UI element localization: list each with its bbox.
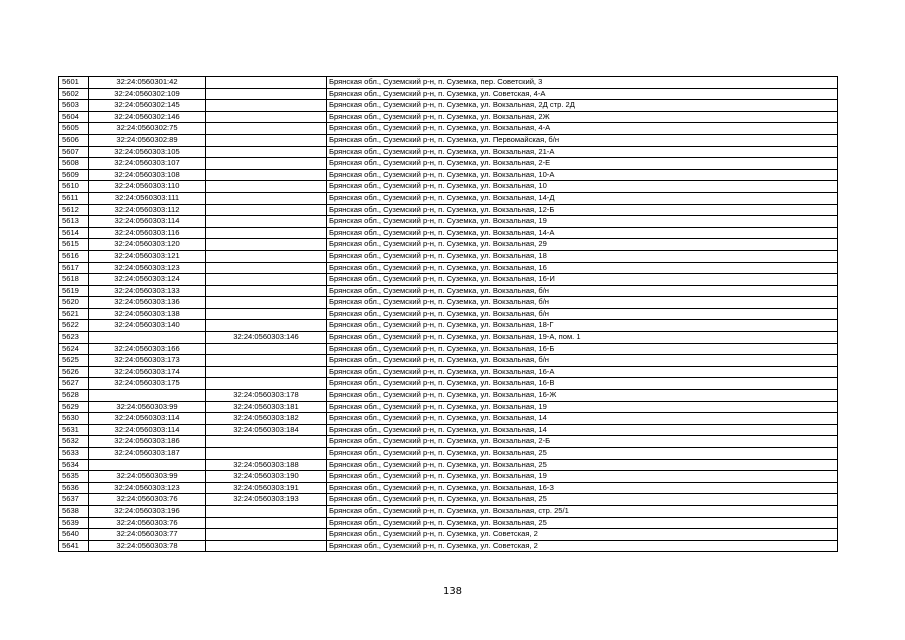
related-cadastral-number-cell: 32:24:0560303:146 <box>206 332 327 344</box>
table-row <box>59 448 838 460</box>
address-cell: Брянская обл., Суземский р-н, п. Суземка, ул. Вокзальная, б/н <box>327 297 838 309</box>
row-number-cell: 5620 <box>59 297 89 309</box>
table-row <box>59 436 838 448</box>
related-cadastral-number-cell <box>206 239 327 251</box>
related-cadastral-number-cell: 32:24:0560303:188 <box>206 459 327 471</box>
table-row <box>59 517 838 529</box>
row-number-cell: 5606 <box>59 134 89 146</box>
related-cadastral-number-cell <box>206 308 327 320</box>
row-number-cell: 5637 <box>59 494 89 506</box>
row-number-cell: 5612 <box>59 204 89 216</box>
address-cell: Брянская обл., Суземский р-н, п. Суземка, ул. Вокзальная, б/н <box>327 308 838 320</box>
cadastral-number-cell: 32:24:0560303:105 <box>89 146 206 158</box>
table-row <box>59 308 838 320</box>
related-cadastral-number-cell <box>206 505 327 517</box>
row-number-cell: 5634 <box>59 459 89 471</box>
row-number-cell: 5627 <box>59 378 89 390</box>
related-cadastral-number-cell <box>206 204 327 216</box>
cadastral-number-cell: 32:24:0560303:114 <box>89 413 206 425</box>
table-row <box>59 262 838 274</box>
address-cell: Брянская обл., Суземский р-н, п. Суземка, ул. Вокзальная, 14-Д <box>327 192 838 204</box>
table-row <box>59 459 838 471</box>
row-number-cell: 5638 <box>59 505 89 517</box>
cadastral-number-cell: 32:24:0560303:76 <box>89 494 206 506</box>
property-table <box>58 76 838 552</box>
cadastral-number-cell: 32:24:0560303:133 <box>89 285 206 297</box>
row-number-cell: 5622 <box>59 320 89 332</box>
address-cell: Брянская обл., Суземский р-н, п. Суземка, ул. Вокзальная, 25 <box>327 517 838 529</box>
related-cadastral-number-cell <box>206 540 327 552</box>
related-cadastral-number-cell <box>206 343 327 355</box>
row-number-cell: 5618 <box>59 274 89 286</box>
row-number-cell: 5608 <box>59 158 89 170</box>
related-cadastral-number-cell <box>206 100 327 112</box>
address-cell: Брянская обл., Суземский р-н, п. Суземка, ул. Советская, 2 <box>327 529 838 541</box>
related-cadastral-number-cell <box>206 192 327 204</box>
table-row <box>59 216 838 228</box>
table-row <box>59 250 838 262</box>
property-table-body <box>59 77 838 552</box>
related-cadastral-number-cell <box>206 227 327 239</box>
address-cell: Брянская обл., Суземский р-н, п. Суземка, ул. Вокзальная, 18-Г <box>327 320 838 332</box>
cadastral-number-cell: 32:24:0560303:114 <box>89 424 206 436</box>
cadastral-number-cell: 32:24:0560303:186 <box>89 436 206 448</box>
table-row <box>59 343 838 355</box>
related-cadastral-number-cell <box>206 123 327 135</box>
address-cell: Брянская обл., Суземский р-н, п. Суземка, ул. Вокзальная, 25 <box>327 494 838 506</box>
address-cell: Брянская обл., Суземский р-н, п. Суземка, ул. Вокзальная, 16-А <box>327 366 838 378</box>
row-number-cell: 5617 <box>59 262 89 274</box>
table-row <box>59 285 838 297</box>
row-number-cell: 5607 <box>59 146 89 158</box>
address-cell: Брянская обл., Суземский р-н, п. Суземка, ул. Вокзальная, 2Ж <box>327 111 838 123</box>
address-cell: Брянская обл., Суземский р-н, п. Суземка, ул. Вокзальная, 10-А <box>327 169 838 181</box>
cadastral-number-cell <box>89 390 206 402</box>
row-number-cell: 5630 <box>59 413 89 425</box>
table-row <box>59 471 838 483</box>
row-number-cell: 5616 <box>59 250 89 262</box>
address-cell: Брянская обл., Суземский р-н, п. Суземка, ул. Вокзальная, 16-Б <box>327 343 838 355</box>
related-cadastral-number-cell: 32:24:0560303:181 <box>206 401 327 413</box>
table-row <box>59 494 838 506</box>
table-row <box>59 297 838 309</box>
related-cadastral-number-cell <box>206 378 327 390</box>
row-number-cell: 5629 <box>59 401 89 413</box>
table-row <box>59 77 838 89</box>
row-number-cell: 5602 <box>59 88 89 100</box>
table-row <box>59 239 838 251</box>
related-cadastral-number-cell: 32:24:0560303:191 <box>206 482 327 494</box>
row-number-cell: 5626 <box>59 366 89 378</box>
related-cadastral-number-cell <box>206 262 327 274</box>
table-row <box>59 332 838 344</box>
address-cell: Брянская обл., Суземский р-н, п. Суземка, ул. Вокзальная, 19 <box>327 471 838 483</box>
cadastral-number-cell: 32:24:0560303:173 <box>89 355 206 367</box>
cadastral-number-cell: 32:24:0560303:166 <box>89 343 206 355</box>
row-number-cell: 5631 <box>59 424 89 436</box>
related-cadastral-number-cell <box>206 216 327 228</box>
cadastral-number-cell: 32:24:0560302:146 <box>89 111 206 123</box>
cadastral-number-cell <box>89 332 206 344</box>
table-row <box>59 123 838 135</box>
row-number-cell: 5635 <box>59 471 89 483</box>
row-number-cell: 5613 <box>59 216 89 228</box>
table-row <box>59 181 838 193</box>
table-row <box>59 158 838 170</box>
related-cadastral-number-cell <box>206 448 327 460</box>
related-cadastral-number-cell: 32:24:0560303:184 <box>206 424 327 436</box>
table-row <box>59 134 838 146</box>
row-number-cell: 5624 <box>59 343 89 355</box>
address-cell: Брянская обл., Суземский р-н, п. Суземка, ул. Вокзальная, 29 <box>327 239 838 251</box>
table-row <box>59 366 838 378</box>
cadastral-number-cell: 32:24:0560303:110 <box>89 181 206 193</box>
table-row <box>59 88 838 100</box>
table-row <box>59 227 838 239</box>
cadastral-number-cell: 32:24:0560303:116 <box>89 227 206 239</box>
address-cell: Брянская обл., Суземский р-н, п. Суземка, ул. Вокзальная, 19 <box>327 401 838 413</box>
cadastral-number-cell: 32:24:0560303:76 <box>89 517 206 529</box>
address-cell: Брянская обл., Суземский р-н, п. Суземка, ул. Вокзальная, 4-А <box>327 123 838 135</box>
row-number-cell: 5625 <box>59 355 89 367</box>
address-cell: Брянская обл., Суземский р-н, п. Суземка, ул. Вокзальная, 25 <box>327 448 838 460</box>
address-cell: Брянская обл., Суземский р-н, п. Суземка, ул. Вокзальная, 2Д стр. 2Д <box>327 100 838 112</box>
cadastral-number-cell: 32:24:0560303:187 <box>89 448 206 460</box>
table-row <box>59 146 838 158</box>
table-row <box>59 111 838 123</box>
cadastral-number-cell: 32:24:0560303:123 <box>89 482 206 494</box>
cadastral-number-cell <box>89 459 206 471</box>
address-cell: Брянская обл., Суземский р-н, п. Суземка, ул. Советская, 4-А <box>327 88 838 100</box>
address-cell: Брянская обл., Суземский р-н, п. Суземка, ул. Вокзальная, 14 <box>327 413 838 425</box>
related-cadastral-number-cell: 32:24:0560303:193 <box>206 494 327 506</box>
address-cell: Брянская обл., Суземский р-н, п. Суземка, ул. Вокзальная, стр. 25/1 <box>327 505 838 517</box>
address-cell: Брянская обл., Суземский р-н, п. Суземка, ул. Вокзальная, 19 <box>327 216 838 228</box>
row-number-cell: 5615 <box>59 239 89 251</box>
row-number-cell: 5611 <box>59 192 89 204</box>
related-cadastral-number-cell <box>206 529 327 541</box>
row-number-cell: 5605 <box>59 123 89 135</box>
address-cell: Брянская обл., Суземский р-н, п. Суземка, ул. Вокзальная, 14-А <box>327 227 838 239</box>
related-cadastral-number-cell: 32:24:0560303:178 <box>206 390 327 402</box>
address-cell: Брянская обл., Суземский р-н, п. Суземка, пер. Советский, 3 <box>327 77 838 89</box>
cadastral-number-cell: 32:24:0560303:138 <box>89 308 206 320</box>
table-row <box>59 390 838 402</box>
row-number-cell: 5601 <box>59 77 89 89</box>
row-number-cell: 5640 <box>59 529 89 541</box>
cadastral-number-cell: 32:24:0560303:123 <box>89 262 206 274</box>
address-cell: Брянская обл., Суземский р-н, п. Суземка, ул. Советская, 2 <box>327 540 838 552</box>
cadastral-number-cell: 32:24:0560303:140 <box>89 320 206 332</box>
cadastral-number-cell: 32:24:0560303:196 <box>89 505 206 517</box>
address-cell: Брянская обл., Суземский р-н, п. Суземка, ул. Вокзальная, 2-Е <box>327 158 838 170</box>
cadastral-number-cell: 32:24:0560303:99 <box>89 401 206 413</box>
related-cadastral-number-cell <box>206 297 327 309</box>
related-cadastral-number-cell: 32:24:0560303:190 <box>206 471 327 483</box>
related-cadastral-number-cell <box>206 181 327 193</box>
row-number-cell: 5614 <box>59 227 89 239</box>
address-cell: Брянская обл., Суземский р-н, п. Суземка, ул. Вокзальная, 19-А, пом. 1 <box>327 332 838 344</box>
address-cell: Брянская обл., Суземский р-н, п. Суземка, ул. Вокзальная, 14 <box>327 424 838 436</box>
row-number-cell: 5639 <box>59 517 89 529</box>
row-number-cell: 5636 <box>59 482 89 494</box>
address-cell: Брянская обл., Суземский р-н, п. Суземка, ул. Вокзальная, 16-З <box>327 482 838 494</box>
related-cadastral-number-cell <box>206 274 327 286</box>
related-cadastral-number-cell <box>206 134 327 146</box>
related-cadastral-number-cell <box>206 355 327 367</box>
related-cadastral-number-cell <box>206 436 327 448</box>
cadastral-number-cell: 32:24:0560302:145 <box>89 100 206 112</box>
table-row <box>59 355 838 367</box>
cadastral-number-cell: 32:24:0560303:175 <box>89 378 206 390</box>
table-row <box>59 529 838 541</box>
row-number-cell: 5604 <box>59 111 89 123</box>
table-row <box>59 378 838 390</box>
related-cadastral-number-cell <box>206 285 327 297</box>
cadastral-number-cell: 32:24:0560303:78 <box>89 540 206 552</box>
table-row <box>59 413 838 425</box>
cadastral-number-cell: 32:24:0560301:42 <box>89 77 206 89</box>
row-number-cell: 5619 <box>59 285 89 297</box>
related-cadastral-number-cell <box>206 146 327 158</box>
row-number-cell: 5628 <box>59 390 89 402</box>
table-row <box>59 401 838 413</box>
table-row <box>59 320 838 332</box>
row-number-cell: 5632 <box>59 436 89 448</box>
related-cadastral-number-cell <box>206 366 327 378</box>
address-cell: Брянская обл., Суземский р-н, п. Суземка, ул. Вокзальная, 12-Б <box>327 204 838 216</box>
cadastral-number-cell: 32:24:0560303:124 <box>89 274 206 286</box>
cadastral-number-cell: 32:24:0560303:99 <box>89 471 206 483</box>
related-cadastral-number-cell <box>206 111 327 123</box>
row-number-cell: 5633 <box>59 448 89 460</box>
table-row <box>59 100 838 112</box>
address-cell: Брянская обл., Суземский р-н, п. Суземка, ул. Вокзальная, б/н <box>327 355 838 367</box>
related-cadastral-number-cell <box>206 88 327 100</box>
row-number-cell: 5623 <box>59 332 89 344</box>
address-cell: Брянская обл., Суземский р-н, п. Суземка, ул. Вокзальная, 16-Ж <box>327 390 838 402</box>
table-row <box>59 505 838 517</box>
table-row <box>59 274 838 286</box>
cadastral-number-cell: 32:24:0560303:121 <box>89 250 206 262</box>
related-cadastral-number-cell: 32:24:0560303:182 <box>206 413 327 425</box>
cadastral-number-cell: 32:24:0560303:120 <box>89 239 206 251</box>
table-row <box>59 192 838 204</box>
address-cell: Брянская обл., Суземский р-н, п. Суземка, ул. Вокзальная, 18 <box>327 250 838 262</box>
related-cadastral-number-cell <box>206 517 327 529</box>
row-number-cell: 5609 <box>59 169 89 181</box>
table-row <box>59 204 838 216</box>
page-number: 138 <box>442 586 463 597</box>
row-number-cell: 5641 <box>59 540 89 552</box>
row-number-cell: 5621 <box>59 308 89 320</box>
related-cadastral-number-cell <box>206 158 327 170</box>
row-number-cell: 5603 <box>59 100 89 112</box>
cadastral-number-cell: 32:24:0560303:174 <box>89 366 206 378</box>
table-row <box>59 424 838 436</box>
address-cell: Брянская обл., Суземский р-н, п. Суземка, ул. Вокзальная, 16-В <box>327 378 838 390</box>
cadastral-number-cell: 32:24:0560302:109 <box>89 88 206 100</box>
address-cell: Брянская обл., Суземский р-н, п. Суземка, ул. Вокзальная, б/н <box>327 285 838 297</box>
row-number-cell: 5610 <box>59 181 89 193</box>
address-cell: Брянская обл., Суземский р-н, п. Суземка, ул. Вокзальная, 21-А <box>327 146 838 158</box>
table-row <box>59 169 838 181</box>
cadastral-number-cell: 32:24:0560302:75 <box>89 123 206 135</box>
cadastral-number-cell: 32:24:0560303:107 <box>89 158 206 170</box>
cadastral-number-cell: 32:24:0560303:111 <box>89 192 206 204</box>
cadastral-number-cell: 32:24:0560303:112 <box>89 204 206 216</box>
address-cell: Брянская обл., Суземский р-н, п. Суземка, ул. Вокзальная, 16-И <box>327 274 838 286</box>
related-cadastral-number-cell <box>206 169 327 181</box>
cadastral-number-cell: 32:24:0560303:136 <box>89 297 206 309</box>
related-cadastral-number-cell <box>206 77 327 89</box>
table-row <box>59 540 838 552</box>
cadastral-number-cell: 32:24:0560303:108 <box>89 169 206 181</box>
related-cadastral-number-cell <box>206 320 327 332</box>
address-cell: Брянская обл., Суземский р-н, п. Суземка, ул. Вокзальная, 10 <box>327 181 838 193</box>
table-row <box>59 482 838 494</box>
address-cell: Брянская обл., Суземский р-н, п. Суземка, ул. Вокзальная, 16 <box>327 262 838 274</box>
address-cell: Брянская обл., Суземский р-н, п. Суземка, ул. Вокзальная, 25 <box>327 459 838 471</box>
related-cadastral-number-cell <box>206 250 327 262</box>
cadastral-number-cell: 32:24:0560303:114 <box>89 216 206 228</box>
address-cell: Брянская обл., Суземский р-н, п. Суземка, ул. Вокзальная, 2-Б <box>327 436 838 448</box>
cadastral-number-cell: 32:24:0560303:77 <box>89 529 206 541</box>
cadastral-number-cell: 32:24:0560302:89 <box>89 134 206 146</box>
address-cell: Брянская обл., Суземский р-н, п. Суземка, ул. Первомайская, б/н <box>327 134 838 146</box>
